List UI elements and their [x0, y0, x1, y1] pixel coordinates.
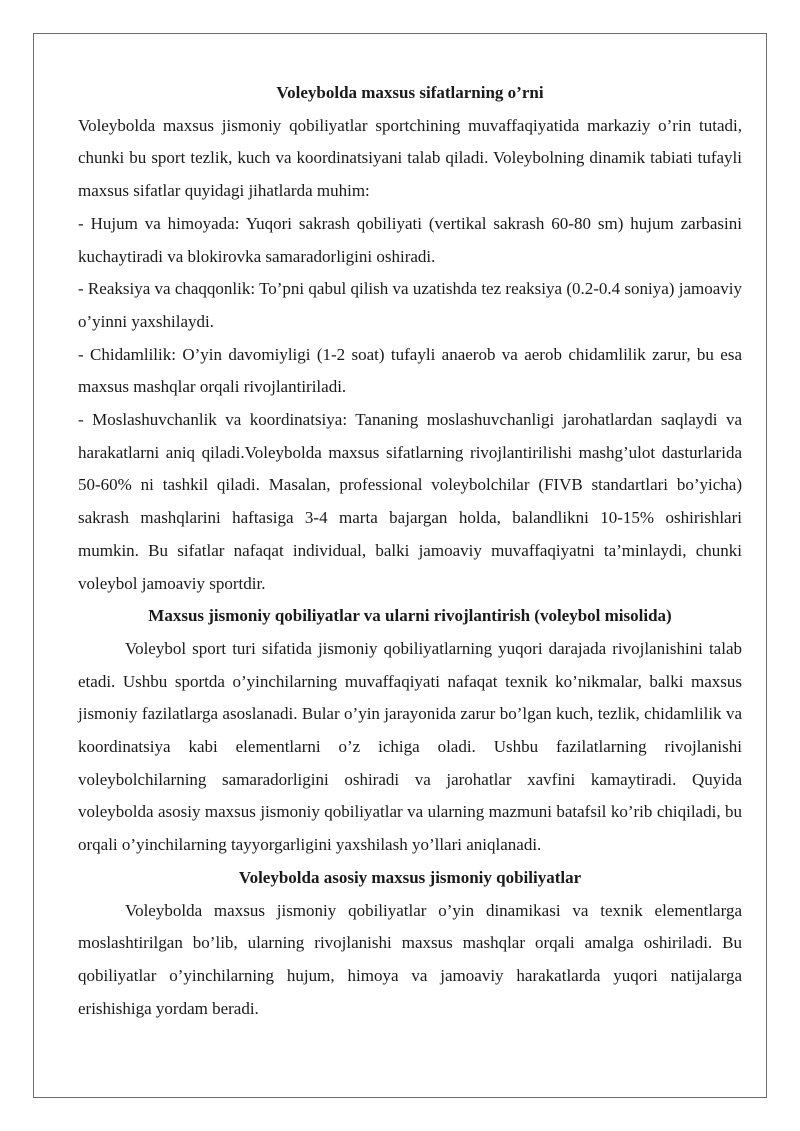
- flexibility-coordination-item: - Moslashuvchanlik va koordinatsiya: Tananing moslashuvchanligi jarohatlardan saqlaydi va harakatlarni aniq qiladi.Voleybolda maxsus sifatlarning rivojlantirilishi mashg’ulot dasturlarida 50-60% ni tashkil qiladi. Masalan, professional voleybolchilar (FIVB standartlari bo’yicha) sakrash mashqlarini haftasiga 3-4 marta bajargan holda, balandlikni 10-15% oshirishlari mumkin. Bu sifatlar nafaqat individual, balki jamoaviy muvaffaqiyatni ta’minlaydi, chunki voleybol jamoaviy sportdir.: [78, 410, 742, 593]
- section-paragraph-2: Voleybolda maxsus jismoniy qobiliyatlar o’yin dinamikasi va texnik elementlarga moslashtirilgan bo’lib, ularning rivojlanishi maxsus mashqlar orqali amalga oshiriladi. Bu qobiliyatlar o’yinchilarning hujum, himoya va jamoaviy harakatlarda yuqori natijalarga erishishiga yordam beradi.: [78, 900, 742, 1018]
- intro-paragraph: Voleybolda maxsus jismoniy qobiliyatlar sportchining muvaffaqiyatida markaziy o’rin tutadi, chunki bu sport tezlik, kuch va koordinatsiyani talab qiladi. Voleybolning dinamik tabiati tufayli maxsus sifatlar quyidagi jihatlarda muhim:: [78, 115, 742, 201]
- section-paragraph-1: Voleybol sport turi sifatida jismoniy qobiliyatlarning yuqori darajada rivojlanishini talab etadi. Ushbu sportda o’yinchilarning muvaffaqiyati nafaqat texnik ko’nikmalar, balki maxsus jismoniy fazilatlarga asoslanadi. Bular o’yin jarayonida zarur bo’lgan kuch, tezlik, chidamlilik va koordinatsiya kabi elementlarni o’z ichiga oladi. Ushbu fazilatlarning rivojlanishi voleybolchilarning samaradorligini oshiradi va jarohatlar xavfini kamaytiradi. Quyida voleybolda asosiy maxsus jismoniy qobiliyatlar va ularning mazmuni batafsil ko’rib chiqiladi, bu orqali o’yinchilarning tayyorgarligini yaxshilash yo’llari aniqlanadi.: [78, 638, 742, 855]
- section-heading-1: Maxsus jismoniy qobiliyatlar va ularni rivojlantirish (voleybol misolida): [148, 606, 672, 626]
- endurance-item: - Chidamlilik: O’yin davomiyligi (1-2 soat) tufayli anaerob va aerob chidamlilik zarur, bu esa maxsus mashqlar orqali rivojlantiriladi.: [78, 344, 742, 397]
- document-body: [78, 77, 742, 1025]
- document-title: Voleybolda maxsus sifatlarning o’rni: [276, 83, 544, 102]
- section-heading-2: Voleybolda asosiy maxsus jismoniy qobiliyatlar: [238, 867, 582, 887]
- reaction-agility-item: - Reaksiya va chaqqonlik: To’pni qabul qilish va uzatishda tez reaksiya (0.2-0.4 soniya) jamoaviy o’yinni yaxshilaydi.: [78, 279, 742, 331]
- attack-defense-item: - Hujum va himoyada: Yuqori sakrash qobiliyati (vertikal sakrash 60-80 sm) hujum zarbasini kuchaytiradi va blokirovka samaradorligini oshiradi.: [78, 213, 742, 266]
